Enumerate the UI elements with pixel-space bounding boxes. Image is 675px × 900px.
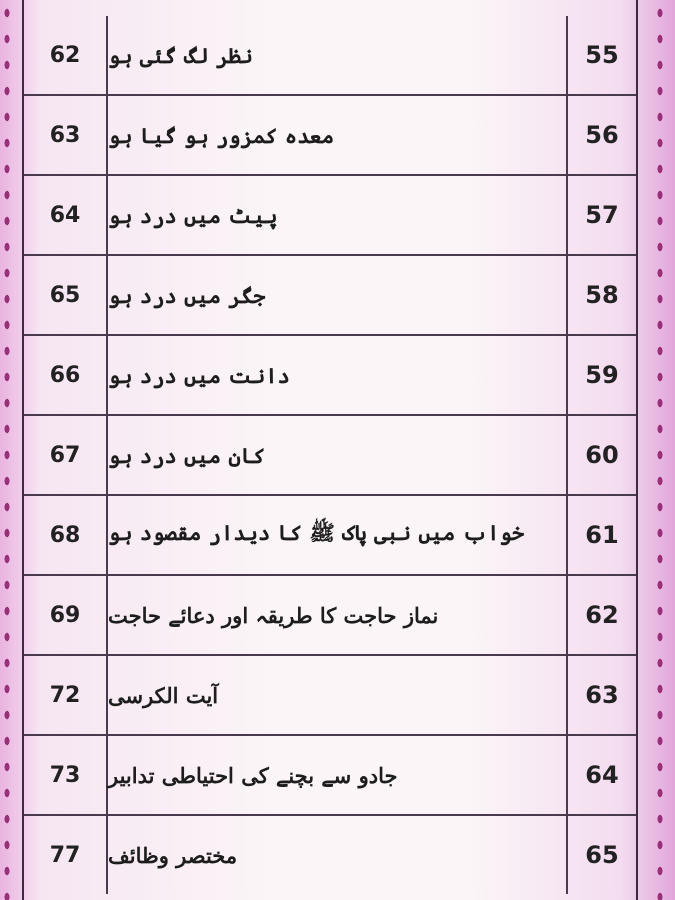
page-number: 64 (24, 176, 108, 254)
entry-number: 63 (566, 656, 636, 734)
page-number: 69 (24, 576, 108, 654)
entry-title: کان میں درد ہو (108, 442, 266, 468)
page-number: 73 (24, 736, 108, 814)
page-number: 67 (24, 416, 108, 494)
entry-title: آیت الکرسی (108, 682, 219, 708)
toc-row (24, 736, 636, 816)
page-number: 68 (24, 496, 108, 574)
decorative-border-left (0, 0, 14, 900)
entry-number: 59 (566, 336, 636, 414)
page-number: 63 (24, 96, 108, 174)
entry-number: 55 (566, 16, 636, 94)
entry-title: جادو سے بچنے کی احتیاطی تدابیر (108, 762, 398, 788)
toc-row (24, 176, 636, 256)
page-number: 72 (24, 656, 108, 734)
toc-row (24, 656, 636, 736)
page-number: 77 (24, 816, 108, 894)
entry-number: 62 (566, 576, 636, 654)
entry-title: نظر لگ گئی ہو (108, 42, 253, 68)
toc-row (24, 256, 636, 336)
entry-title: خواب میں نبی پاک ﷺ کا دیدار مقصود ہو (108, 519, 525, 545)
page-number: 65 (24, 256, 108, 334)
page-number: 66 (24, 336, 108, 414)
entry-title: معدہ کمزور ہو گیا ہو (108, 122, 335, 148)
entry-title: پیٹ میں درد ہو (108, 202, 278, 228)
toc-row (24, 816, 636, 894)
toc-row (24, 16, 636, 96)
entry-number: 61 (566, 496, 636, 574)
entry-title: مختصر وظائف (108, 842, 238, 868)
entry-number: 60 (566, 416, 636, 494)
entry-title: دانت میں درد ہو (108, 362, 290, 388)
entry-number: 56 (566, 96, 636, 174)
toc-row (24, 496, 636, 576)
decorative-border-right (653, 0, 667, 900)
entry-number: 65 (566, 816, 636, 894)
toc-row (24, 416, 636, 496)
entry-number: 58 (566, 256, 636, 334)
entry-title: جگر میں درد ہو (108, 282, 266, 308)
table-of-contents (22, 0, 638, 900)
toc-row (24, 576, 636, 656)
page-number: 62 (24, 16, 108, 94)
entry-number: 64 (566, 736, 636, 814)
toc-row (24, 336, 636, 416)
entry-title: نماز حاجت کا طریقہ اور دعائے حاجت (108, 602, 439, 628)
toc-row (24, 96, 636, 176)
entry-number: 57 (566, 176, 636, 254)
